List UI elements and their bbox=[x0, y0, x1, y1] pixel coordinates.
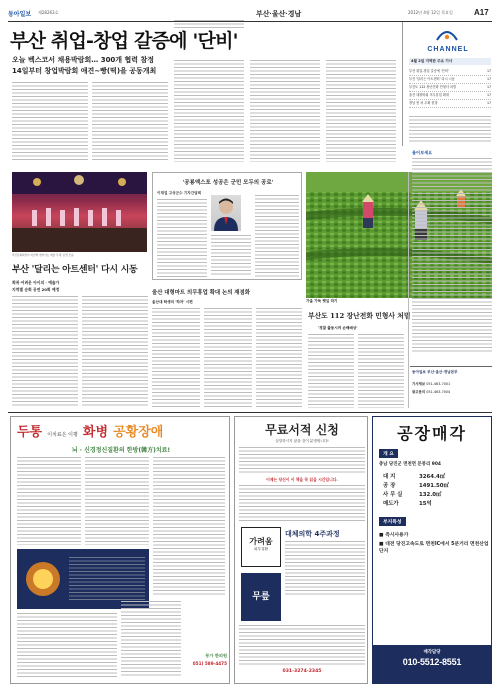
channel-item[interactable] bbox=[409, 68, 491, 76]
books-ad-tagline: 실망하시지 않을 것이 분명합니다! bbox=[275, 439, 329, 443]
contact-phone-row bbox=[412, 381, 450, 386]
contact-title: 동아일보 부산·울산·경남본부 bbox=[412, 370, 458, 374]
clinic-ad-tagline: 뇌 · 신경정신질환의 한방(韓方)치료! bbox=[71, 447, 171, 454]
factory-ad-location: 충남 당진군 면천면 문봉리 904 bbox=[379, 462, 441, 467]
contact-phone-label: 기사제보 bbox=[412, 382, 426, 386]
interview-headline: '공룡엑스포 성공은 군민 모두의 공로' bbox=[182, 180, 274, 186]
main-story-text-6 bbox=[326, 60, 396, 162]
channel-item-page: 17 bbox=[486, 77, 491, 81]
books-ad-course-title: 대체의학 4주과정 bbox=[285, 530, 340, 538]
channel-item[interactable] bbox=[409, 100, 491, 108]
clinic-ad-phone[interactable]: 051) 589-4475 bbox=[192, 661, 227, 666]
books-ad-text-3 bbox=[285, 541, 365, 597]
page-number: A17 bbox=[474, 8, 489, 17]
clinic-ad-title-row bbox=[17, 421, 225, 441]
clinic-ad bbox=[10, 416, 230, 684]
books-ad-text-1 bbox=[239, 447, 365, 475]
ads-divider bbox=[8, 412, 492, 413]
clinic-ad-promo-box bbox=[17, 549, 149, 609]
main-story-text-3 bbox=[174, 20, 244, 30]
interview-box bbox=[152, 172, 302, 280]
police-text-1 bbox=[308, 334, 354, 408]
books-ad-phone[interactable]: 031-3274-2345 bbox=[282, 669, 322, 674]
ulsan-text-1 bbox=[152, 308, 200, 408]
spec-value: 15억 bbox=[419, 501, 432, 507]
channel-item-page: 17 bbox=[486, 93, 491, 97]
art-center-text-1 bbox=[12, 296, 78, 408]
headline-sub-2: 14일부터 창업박람회 애견~빵(떡)을 공동개최 bbox=[12, 67, 157, 75]
ulsan-text-3 bbox=[256, 308, 302, 408]
spec-label: 사 무 실 bbox=[383, 492, 403, 498]
channel-item-page: 17 bbox=[486, 85, 491, 89]
spec-label: 공 장 bbox=[383, 483, 396, 489]
books-ad-title: 무료서적 신청 bbox=[265, 423, 339, 437]
factory-ad-specs bbox=[383, 473, 487, 509]
art-center-sub-2: 지역별 순회 공연 20회 예정 bbox=[12, 287, 60, 292]
channel-title: CHANNEL bbox=[427, 46, 469, 53]
spec-label: 대 지 bbox=[383, 474, 396, 480]
main-story-text-4 bbox=[174, 60, 244, 162]
contact-phone[interactable]: 051-463-7001 bbox=[426, 382, 451, 386]
main-story-text-1 bbox=[12, 82, 88, 162]
paper-name: 동아일보 bbox=[8, 11, 32, 18]
factory-ad-spec-row bbox=[383, 482, 487, 491]
channel-item-label: 울산 대왕바위 의무휴업 확대 bbox=[409, 93, 449, 97]
spec-value: 3264.4㎡ bbox=[419, 474, 446, 480]
briefs-column bbox=[410, 148, 492, 362]
feature-text: 대전 당진고속도로 면천IC에서 5분거리 면천산업단지 bbox=[379, 542, 489, 554]
factory-ad-phone[interactable]: 010-5512-8551 bbox=[402, 657, 462, 667]
clinic-ad-title-a: 두통 bbox=[17, 425, 43, 440]
feature-bullet-icon: ■ bbox=[379, 533, 386, 538]
factory-ad-title: 공장매각 bbox=[397, 424, 467, 443]
clinic-ad-text-5 bbox=[121, 601, 181, 677]
interview-portrait bbox=[211, 195, 241, 231]
feature-text: 즉시사용가 bbox=[385, 533, 409, 538]
clinic-ad-title-c: 화병 bbox=[82, 425, 109, 440]
interview-text-3 bbox=[255, 195, 299, 277]
books-ad-red-banner: 이제는 당신이 이 책을 꼭 읽을 시간입니다. bbox=[266, 477, 338, 482]
books-ad bbox=[234, 416, 368, 684]
issue-date: 2012년 4월 12일 목요일 bbox=[408, 10, 453, 15]
books-ad-stamp bbox=[241, 527, 281, 567]
masthead bbox=[8, 8, 492, 20]
briefs-headline: 물어보세요 bbox=[412, 150, 433, 155]
channel-item-label: 부산 취업-창업 갈증에 '단비' bbox=[409, 69, 449, 73]
police-text-2 bbox=[358, 334, 404, 408]
channel-logo-icon bbox=[435, 28, 459, 44]
clinic-ad-text-2 bbox=[85, 457, 149, 545]
ulsan-subhead: 울산대 학생의 '하자' 시편 bbox=[152, 300, 193, 304]
channel-item[interactable] bbox=[409, 76, 491, 84]
books-ad-cover bbox=[241, 573, 281, 621]
books-ad-stamp-text: 가려움 bbox=[249, 537, 273, 546]
channel-item-page: 17 bbox=[486, 69, 491, 73]
headline-sub-1: 오늘 벡스코서 채용박람회… 300개 협력 참정 bbox=[12, 56, 154, 64]
channel-box bbox=[402, 22, 492, 146]
contact-box bbox=[410, 366, 492, 408]
books-ad-text-4 bbox=[239, 625, 365, 665]
channel-item[interactable] bbox=[409, 92, 491, 100]
contact-ad-row bbox=[412, 389, 450, 394]
spec-value: 1491.50㎡ bbox=[419, 483, 449, 489]
art-center-sub-1: 희귀·어려운 아이의 · 예술가 bbox=[12, 280, 60, 285]
factory-ad-overview-label: 개 요 bbox=[379, 449, 398, 458]
clinic-ad-name: 동가 한의원 bbox=[205, 653, 227, 658]
channel-extra-text bbox=[409, 116, 491, 142]
clinic-ad-text-3 bbox=[153, 457, 225, 597]
clinic-ad-text-4 bbox=[17, 613, 117, 677]
main-story-text-2 bbox=[92, 82, 168, 162]
contact-ad-phone[interactable]: 051-463-7004 bbox=[426, 390, 451, 394]
issue-number: 제28263호 bbox=[38, 10, 59, 15]
section-title: 부산·울산·경남 bbox=[256, 11, 302, 18]
clinic-ad-promo-icon bbox=[23, 557, 63, 601]
clinic-ad-promo-text bbox=[69, 557, 145, 601]
factory-ad-spec-row bbox=[383, 491, 487, 500]
factory-ad-feature-1 bbox=[379, 531, 489, 538]
books-ad-text-2 bbox=[239, 485, 365, 521]
main-story-text-5 bbox=[250, 60, 320, 162]
channel-list bbox=[409, 68, 491, 108]
factory-ad-contact-label: 매각담당 bbox=[423, 650, 441, 655]
channel-item[interactable] bbox=[409, 84, 491, 92]
books-ad-stamp-sub: 피부질환 bbox=[254, 547, 268, 551]
factory-ad-feature-2 bbox=[379, 541, 489, 555]
channel-item-page: 17 bbox=[486, 101, 491, 105]
clinic-ad-contact bbox=[183, 653, 227, 666]
concert-photo-caption: 부산문화회관이 지난해 '찾아가는 예술 무대' 공연 모습. bbox=[12, 254, 75, 257]
interview-text-2 bbox=[211, 235, 251, 277]
ulsan-headline: 울산 대형마트 의무휴업 확대 논의 재점화 bbox=[152, 290, 250, 296]
clinic-ad-text-1 bbox=[17, 457, 81, 545]
contact-ad-label: 광고문의 bbox=[412, 390, 426, 394]
art-center-headline: 부산 '달리는 아트센터' 다시 시동 bbox=[12, 265, 138, 275]
factory-ad bbox=[372, 416, 492, 684]
spec-value: 132.0㎡ bbox=[419, 492, 442, 498]
factory-ad-spec-row bbox=[383, 473, 487, 482]
clinic-ad-title-d: 공황장애 bbox=[113, 425, 164, 440]
feature-bullet-icon: ■ bbox=[379, 542, 386, 547]
interview-subhead: 이재업 고성군수 기자간담회 bbox=[157, 191, 202, 195]
concert-photo bbox=[12, 172, 147, 252]
briefs-text bbox=[412, 158, 492, 354]
tea-photo-caption-bold: 가을 가득 햇잎 따기 bbox=[306, 299, 338, 303]
police-subhead: '경찰 출동시켜 손해배상' bbox=[318, 326, 358, 330]
art-center-text-2 bbox=[82, 296, 148, 408]
channel-item-label: 부산 '달리는 아트센터' 다시 시동 bbox=[409, 77, 455, 81]
main-headline: 부산 취업-창업 갈증에 '단비' bbox=[10, 30, 238, 52]
books-ad-cover-label: 무릎 bbox=[252, 592, 270, 602]
factory-ad-contact-bar bbox=[373, 645, 491, 683]
channel-item-label: 경남 봄 차 수확 한창 bbox=[409, 101, 438, 105]
interview-text-1 bbox=[157, 199, 207, 277]
factory-ad-spec-row bbox=[383, 500, 487, 509]
ulsan-text-2 bbox=[204, 308, 252, 408]
police-headline: 부산도 112 장난전화 민형사 처벌 bbox=[308, 312, 411, 320]
factory-ad-features-label: 부지특성 bbox=[379, 517, 406, 526]
channel-subtitle: 4월 2일 지역판 주요 기사 bbox=[409, 58, 491, 65]
clinic-ad-title-b: 이치료은 이평 bbox=[47, 432, 78, 438]
channel-item-label: 부산도 112 장난전화 민형사 처벌 bbox=[409, 85, 457, 89]
spec-label: 매도가 bbox=[383, 501, 399, 507]
